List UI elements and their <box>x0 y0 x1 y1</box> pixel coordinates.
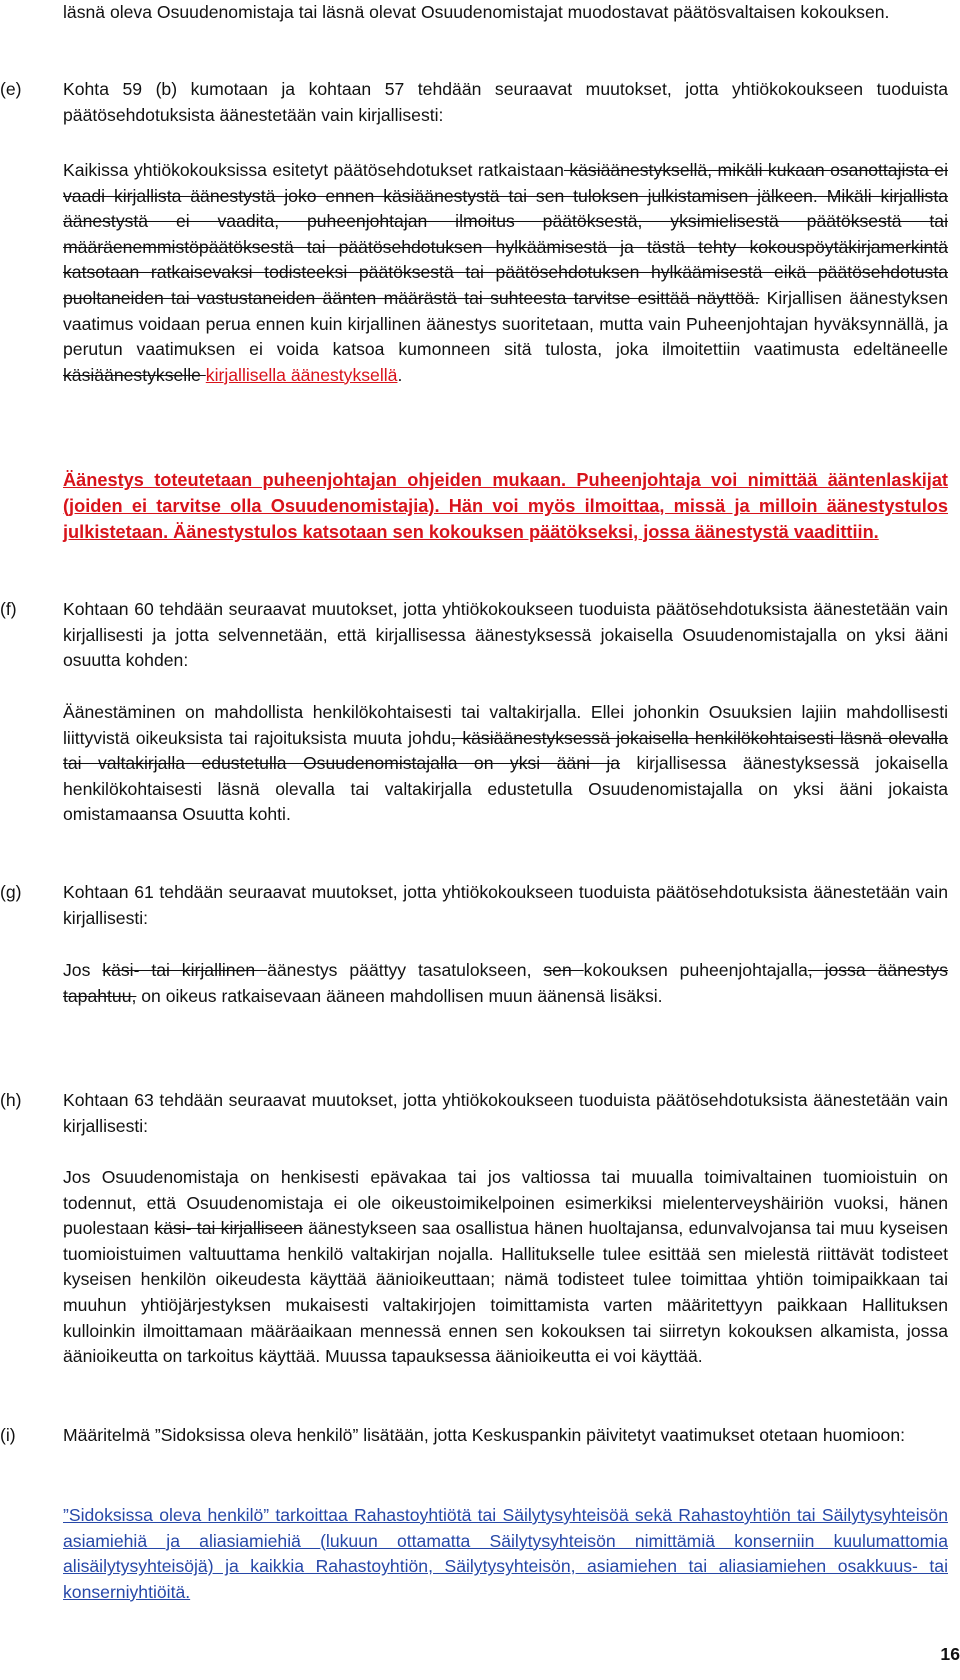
g-deleted-text-c: , jossa äänestys tapahtuu, <box>63 960 949 1006</box>
item-g-amended-paragraph <box>63 958 948 1009</box>
e-text-mid: Kirjallisen äänestyksen vaatimus voidaan perua ennen kuin kirjallinen äänestys suoritetaan, mutta vain Puheenjohtajan hyväksynnällä, ja perutun vaatimuksen ei voida katsoa kumonneen sitä tulosta, joka ilmoitettiin vaatimusta edeltäneelle <box>63 287 948 360</box>
g-text-d: on oikeus ratkaisevaan ääneen mahdollisen muun äänensä lisäksi. <box>136 985 663 1006</box>
e-text-end: . <box>397 364 403 385</box>
item-e-amended-paragraph <box>63 158 948 388</box>
f-deleted-text: , käsiäänestyksessä jokaisella henkilökohtaisesti läsnä olevalla tai valtakirjalla edustetulla Osuudenomistajalla on yksi ääni ja <box>63 727 948 774</box>
item-label-e: (e) <box>0 79 22 99</box>
e-text: Kaikissa yhtiökokouksissa esitetyt päätösehdotukset ratkaistaan <box>63 160 564 180</box>
g-text-c: kokouksen puheenjohtajalla <box>583 960 808 980</box>
e-deleted-text-2: käsiäänestykselle <box>63 364 206 385</box>
item-h-intro: Kohtaan 63 tehdään seuraavat muutokset, jotta yhtiökokoukseen tuoduista päätösehdotuksista äänestetään vain kirjallisesti: <box>63 1090 948 1136</box>
item-i-inserted-definition <box>63 1503 948 1605</box>
e-inserted-paragraph-text: Äänestys toteutetaan puheenjohtajan ohjeiden mukaan. Puheenjohtaja voi nimittää ääntenlaskijat (joiden ei tarvitse olla Osuudenomistajia). Hän voi myös ilmoittaa, missä ja milloin äänestystulos julkistetaan. Äänestystulos katsotaan sen kokouksen päätökseksi, jossa äänestystä vaadittiin. <box>63 470 948 542</box>
item-f-amended-paragraph <box>63 700 948 828</box>
item-h-amended-paragraph <box>63 1165 948 1370</box>
h-text-a: Jos Osuudenomistaja on henkisesti epävakaa tai jos valtiossa tai muualla toimivaltainen tuomioistuin on todennut, että Osuudenomistaja ei ole oikeustoimikelpoinen esimerkiksi mielenterveyshäiriön vuoksi, hänen puolestaan <box>63 1167 948 1239</box>
continuation-text: läsnä oleva Osuudenomistaja tai läsnä olevat Osuudenomistajat muodostavat päätösvaltaisen kokouksen. <box>63 2 890 22</box>
e-inserted-text: kirjallisella äänestyksellä <box>205 364 398 385</box>
g-text-b: äänestys päättyy tasatulokseen, <box>267 960 544 980</box>
item-label-f: (f) <box>0 599 17 619</box>
i-inserted-definition-text: ”Sidoksissa oleva henkilö” tarkoittaa Rahastoyhtiötä tai Säilytysyhteisöä sekä Rahastoyhtiön tai Säilytysyhteisön asiamiehiä ja aliasiamiehiä (lukuun ottamatta Säilytysyhteisön nimittämiä konserniin kuulumattomia alisäilytysyhteisöjä) ja kaikkia Rahastoyhtiön, Säilytysyhteisön, asiamiehen tai aliasiamiehen osakkuus- tai konserniyhtiöitä. <box>63 1505 948 1602</box>
h-text-b: äänestykseen saa osallistua hänen huoltajansa, edunvalvojansa tai muu kyseisen tuomioistuimen valtuuttama henkilö valtakirjan nojalla. Hallitukselle tulee esittää sen mielestä riittävät todisteet kyseisen henkilön oikeudesta käyttää äänioikeuttaan; nämä todisteet tulee toimittaa yhtiön toimipaikkaan tai muuhun yhtiöjärjestyksen mukaisesti valtakirjojen toimittamista varten määritettyyn paikkaan Hallituksen kulloinkin ilmoittamaan määräaikaan mennessä ennen sen kokouksen tai siirretyn kokouksen alkamista, jossa äänioikeutta on tarkoitus käyttää. Muussa tapauksessa äänioikeutta ei voi käyttää. <box>63 1218 948 1367</box>
g-deleted-text-a: käsi- tai kirjallinen <box>102 960 268 980</box>
item-f-intro: Kohtaan 60 tehdään seuraavat muutokset, jotta yhtiökokoukseen tuoduista päätösehdotuksista äänestetään vain kirjallisesti ja jotta selvennetään, että kirjallisessa äänestyksessä jokaisella Osuudenomistajalla on yksi ääni osuutta kohden: <box>63 599 948 671</box>
item-e-intro: Kohta 59 (b) kumotaan ja kohtaan 57 tehdään seuraavat muutokset, jotta yhtiökokoukseen tuoduista päätösehdotuksista äänestetään vain kirjallisesti: <box>63 79 948 125</box>
g-deleted-text-b: sen <box>543 960 584 980</box>
item-label-i: (i) <box>0 1425 16 1445</box>
e-deleted-text: käsiäänestyksellä, mikäli kukaan osanottajista ei vaadi kirjallista äänestystä joko ennen käsiäänestystä tai sen tuloksen julkistamisen jälkeen. Mikäli kirjallista äänestystä ei vaadita, puheenjohtajan ilmoitus päätöksestä, yksimielisestä päätöksestä tai määräenemmistöpäätöksestä tai päätösehdotuksen hylkäämisestä ja tästä tehty kokouspöytäkirjamerkintä katsotaan ratkaisevaksi todisteeksi päätöksestä tai päätösehdotuksen hylkäämisestä eikä päätösehdotusta puoltaneiden tai vastustaneiden äänten määrästä tai suhteesta tarvitse esittää näyttöä. <box>63 160 948 308</box>
page-number: 16 <box>940 1644 960 1664</box>
continuation-paragraph <box>63 0 948 26</box>
g-text-a: Jos <box>63 960 103 980</box>
h-deleted-text: käsi- tai kirjalliseen <box>154 1218 303 1239</box>
item-e-inserted-paragraph <box>63 468 948 545</box>
f-text: Äänestäminen on mahdollista henkilökohtaisesti tai valtakirjalla. Ellei johonkin Osuuksien lajiin mahdollisesti liittyvistä oikeuksista tai rajoituksista muuta johdu <box>63 702 948 748</box>
item-label-h: (h) <box>0 1090 22 1110</box>
item-i-intro: Määritelmä ”Sidoksissa oleva henkilö” lisätään, jotta Keskuspankin päivitetyt vaatimukset otetaan huomioon: <box>63 1425 906 1445</box>
item-label-g: (g) <box>0 882 22 902</box>
f-text-end: kirjallisessa äänestyksessä jokaisella henkilökohtaisesti läsnä olevalla tai valtakirjalla edustetulla Osuudenomistajalla on yksi ääni jokaista omistamaansa Osuutta kohti. <box>63 753 948 825</box>
item-g-intro: Kohtaan 61 tehdään seuraavat muutokset, jotta yhtiökokoukseen tuoduista päätösehdotuksista äänestetään vain kirjallisesti: <box>63 882 948 928</box>
